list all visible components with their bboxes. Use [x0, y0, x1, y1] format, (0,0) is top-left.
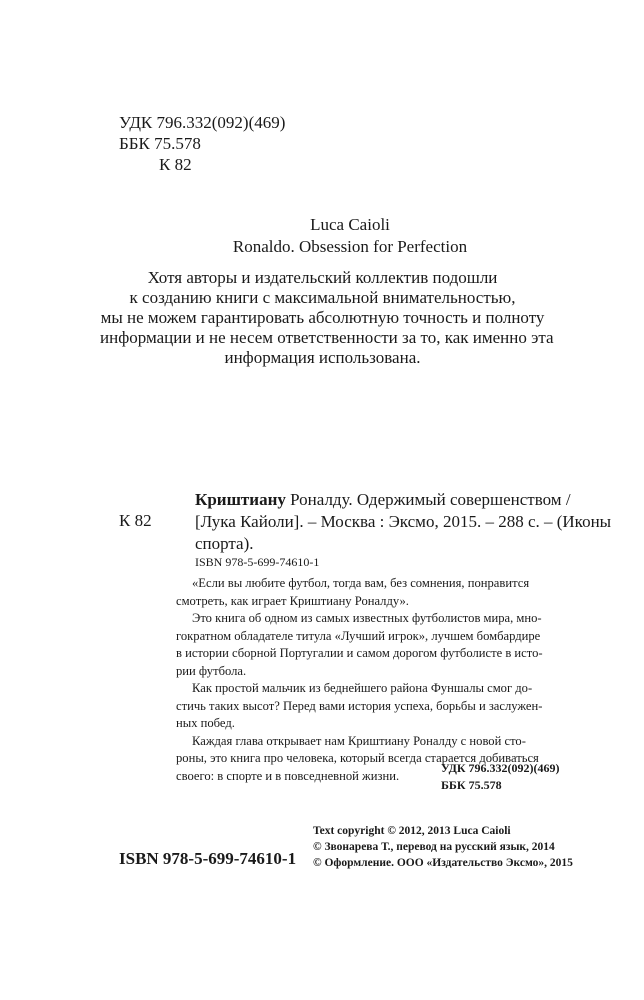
disclaimer [100, 268, 554, 368]
annotation-bbk: ББК 75.578 [441, 778, 502, 792]
annotation-line: своего: в спорте и в повседневной жизни. [176, 768, 400, 783]
annotation-line: в истории сборной Португалии и самом дорогом футболисте в исто- [176, 646, 543, 660]
annotation-line: Каждая глава открывает нам Криштиану Роналду с новой сто- [192, 733, 526, 748]
annotation-classification [441, 760, 560, 794]
copyright-line: Text copyright © 2012, 2013 Luca Caioli [313, 825, 511, 837]
annotation-udk: УДК 796.332(092)(469) [441, 761, 560, 775]
original-author: Luca Caioli [310, 215, 390, 234]
disclaimer-line: информация использована. [224, 348, 421, 367]
annotation-line: смотреть, как играет Криштиану Роналду». [176, 593, 409, 608]
annotation-line: роны, это книга про человека, который всегда старается добиваться [176, 751, 539, 765]
copyright-line: © Звонарева Т., перевод на русский язык, 2014 [313, 841, 555, 853]
bibliographic-title: Роналду. Одержимый совершенством / [285, 490, 571, 509]
annotation [176, 575, 581, 785]
copyright-line: © Оформление. ООО «Издательство Эксмо», 2015 [313, 857, 573, 869]
bibliographic-record [195, 489, 612, 555]
annotation-line: ных побед. [176, 716, 235, 730]
bibliographic-line-1 [195, 489, 580, 511]
annotation-line: рии футбола. [176, 663, 247, 678]
bbk-code: ББК 75.578 [119, 134, 201, 153]
annotation-line: стичь таких высот? Перед вами история успеха, борьбы и заслужен- [176, 698, 543, 713]
isbn-small: ISBN 978-5-699-74610-1 [195, 555, 320, 569]
original-edition-block [200, 214, 500, 258]
bibliographic-line-3: спорта). [195, 534, 254, 553]
bibliographic-author-mark: К 82 [119, 511, 152, 530]
disclaimer-line: мы не можем гарантировать абсолютную точность и полноту [100, 308, 545, 327]
annotation-line: Как простой мальчик из беднейшего района Фуншалы смог до- [192, 681, 533, 695]
bibliographic-line-2: [Лука Кайоли]. – Москва : Эксмо, 2015. – 288 с. – (Иконы [195, 512, 612, 531]
classification-block-top [119, 112, 285, 175]
annotation-line: «Если вы любите футбол, тогда вам, без сомнения, понравится [192, 576, 530, 590]
disclaimer-line: к созданию книги с максимальной внимательностью, [129, 288, 516, 307]
copyright-block [313, 823, 573, 871]
original-title: Ronaldo. Obsession for Perfection [232, 237, 468, 256]
annotation-line: гократном обладателе титула «Лучший игрок», лучшем бомбардире [176, 628, 541, 643]
isbn-main: ISBN 978-5-699-74610-1 [119, 849, 297, 868]
udk-code: УДК 796.332(092)(469) [119, 113, 286, 132]
disclaimer-line: информации и не несем ответственности за то, как именно эта [100, 328, 554, 347]
bibliographic-author: Криштиану [195, 490, 286, 509]
author-mark: К 82 [159, 155, 192, 174]
annotation-line: Это книга об одном из самых известных футболистов мира, мно- [192, 611, 542, 625]
disclaimer-line: Хотя авторы и издательский коллектив подошли [147, 268, 498, 287]
